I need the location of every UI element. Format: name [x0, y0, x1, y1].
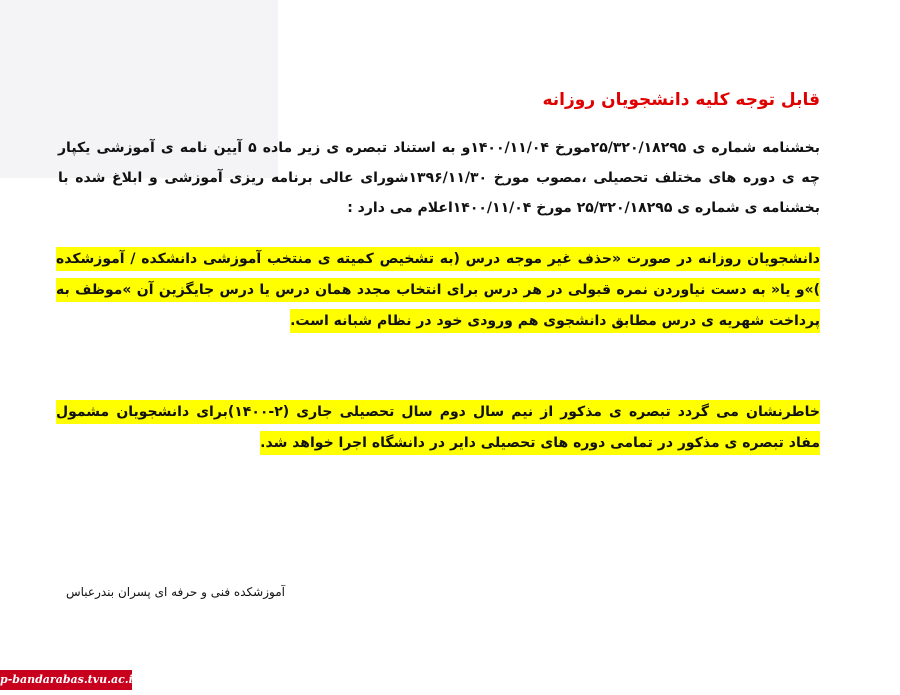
paragraph-1-text: دانشجویان روزانه در صورت «حذف غیر موجه درس (به تشخیص کمیته ی منتخب آموزشی دانشکده / آموزشکده )»و یا« به دست نیاوردن نمره قبولی در هر درس برای انتخاب مجدد همان درس یا درس جایگزین آن »موظف به پرداخت شهریه ی درس مطابق دانشجوی هم ورودی خود در نظام شبانه است.	[56, 247, 820, 333]
page-title: قابل توجه کلیه دانشجویان روزانه	[542, 90, 820, 110]
intro-paragraph: بخشنامه شماره ی ۲۵/۳۲۰/۱۸۲۹۵مورخ ۱۴۰۰/۱۱/۰۴و به استناد تبصره ی زیر ماده ۵ آیین نامه ی آموزشی یکپار چه ی دوره های مختلف تحصیلی ،مصوب مورخ ۱۳۹۶/۱۱/۳۰شورای عالی برنامه ریزی آموزشی و ابلاغ شده با بخشنامه ی شماره ی ۲۵/۳۲۰/۱۸۲۹۵ مورخ ۱۴۰۰/۱۱/۰۴اعلام می دارد :	[58, 140, 820, 216]
website-url-badge[interactable]: p-bandarabas.tvu.ac.ir	[0, 670, 132, 690]
highlighted-paragraph-2	[56, 397, 820, 459]
paragraph-2-text: خاطرنشان می گردد تبصره ی مذکور از نیم سال دوم سال تحصیلی جاری (۲-۱۴۰۰)برای دانشجویان مشمول مفاد تبصره ی مذکور در تمامی دوره های تحصیلی دایر در دانشگاه اجرا خواهد شد.	[56, 400, 820, 455]
institute-name: آموزشکده فنی و حرفه ای پسران بندرعباس	[66, 585, 285, 599]
highlighted-paragraph-1	[56, 244, 820, 337]
